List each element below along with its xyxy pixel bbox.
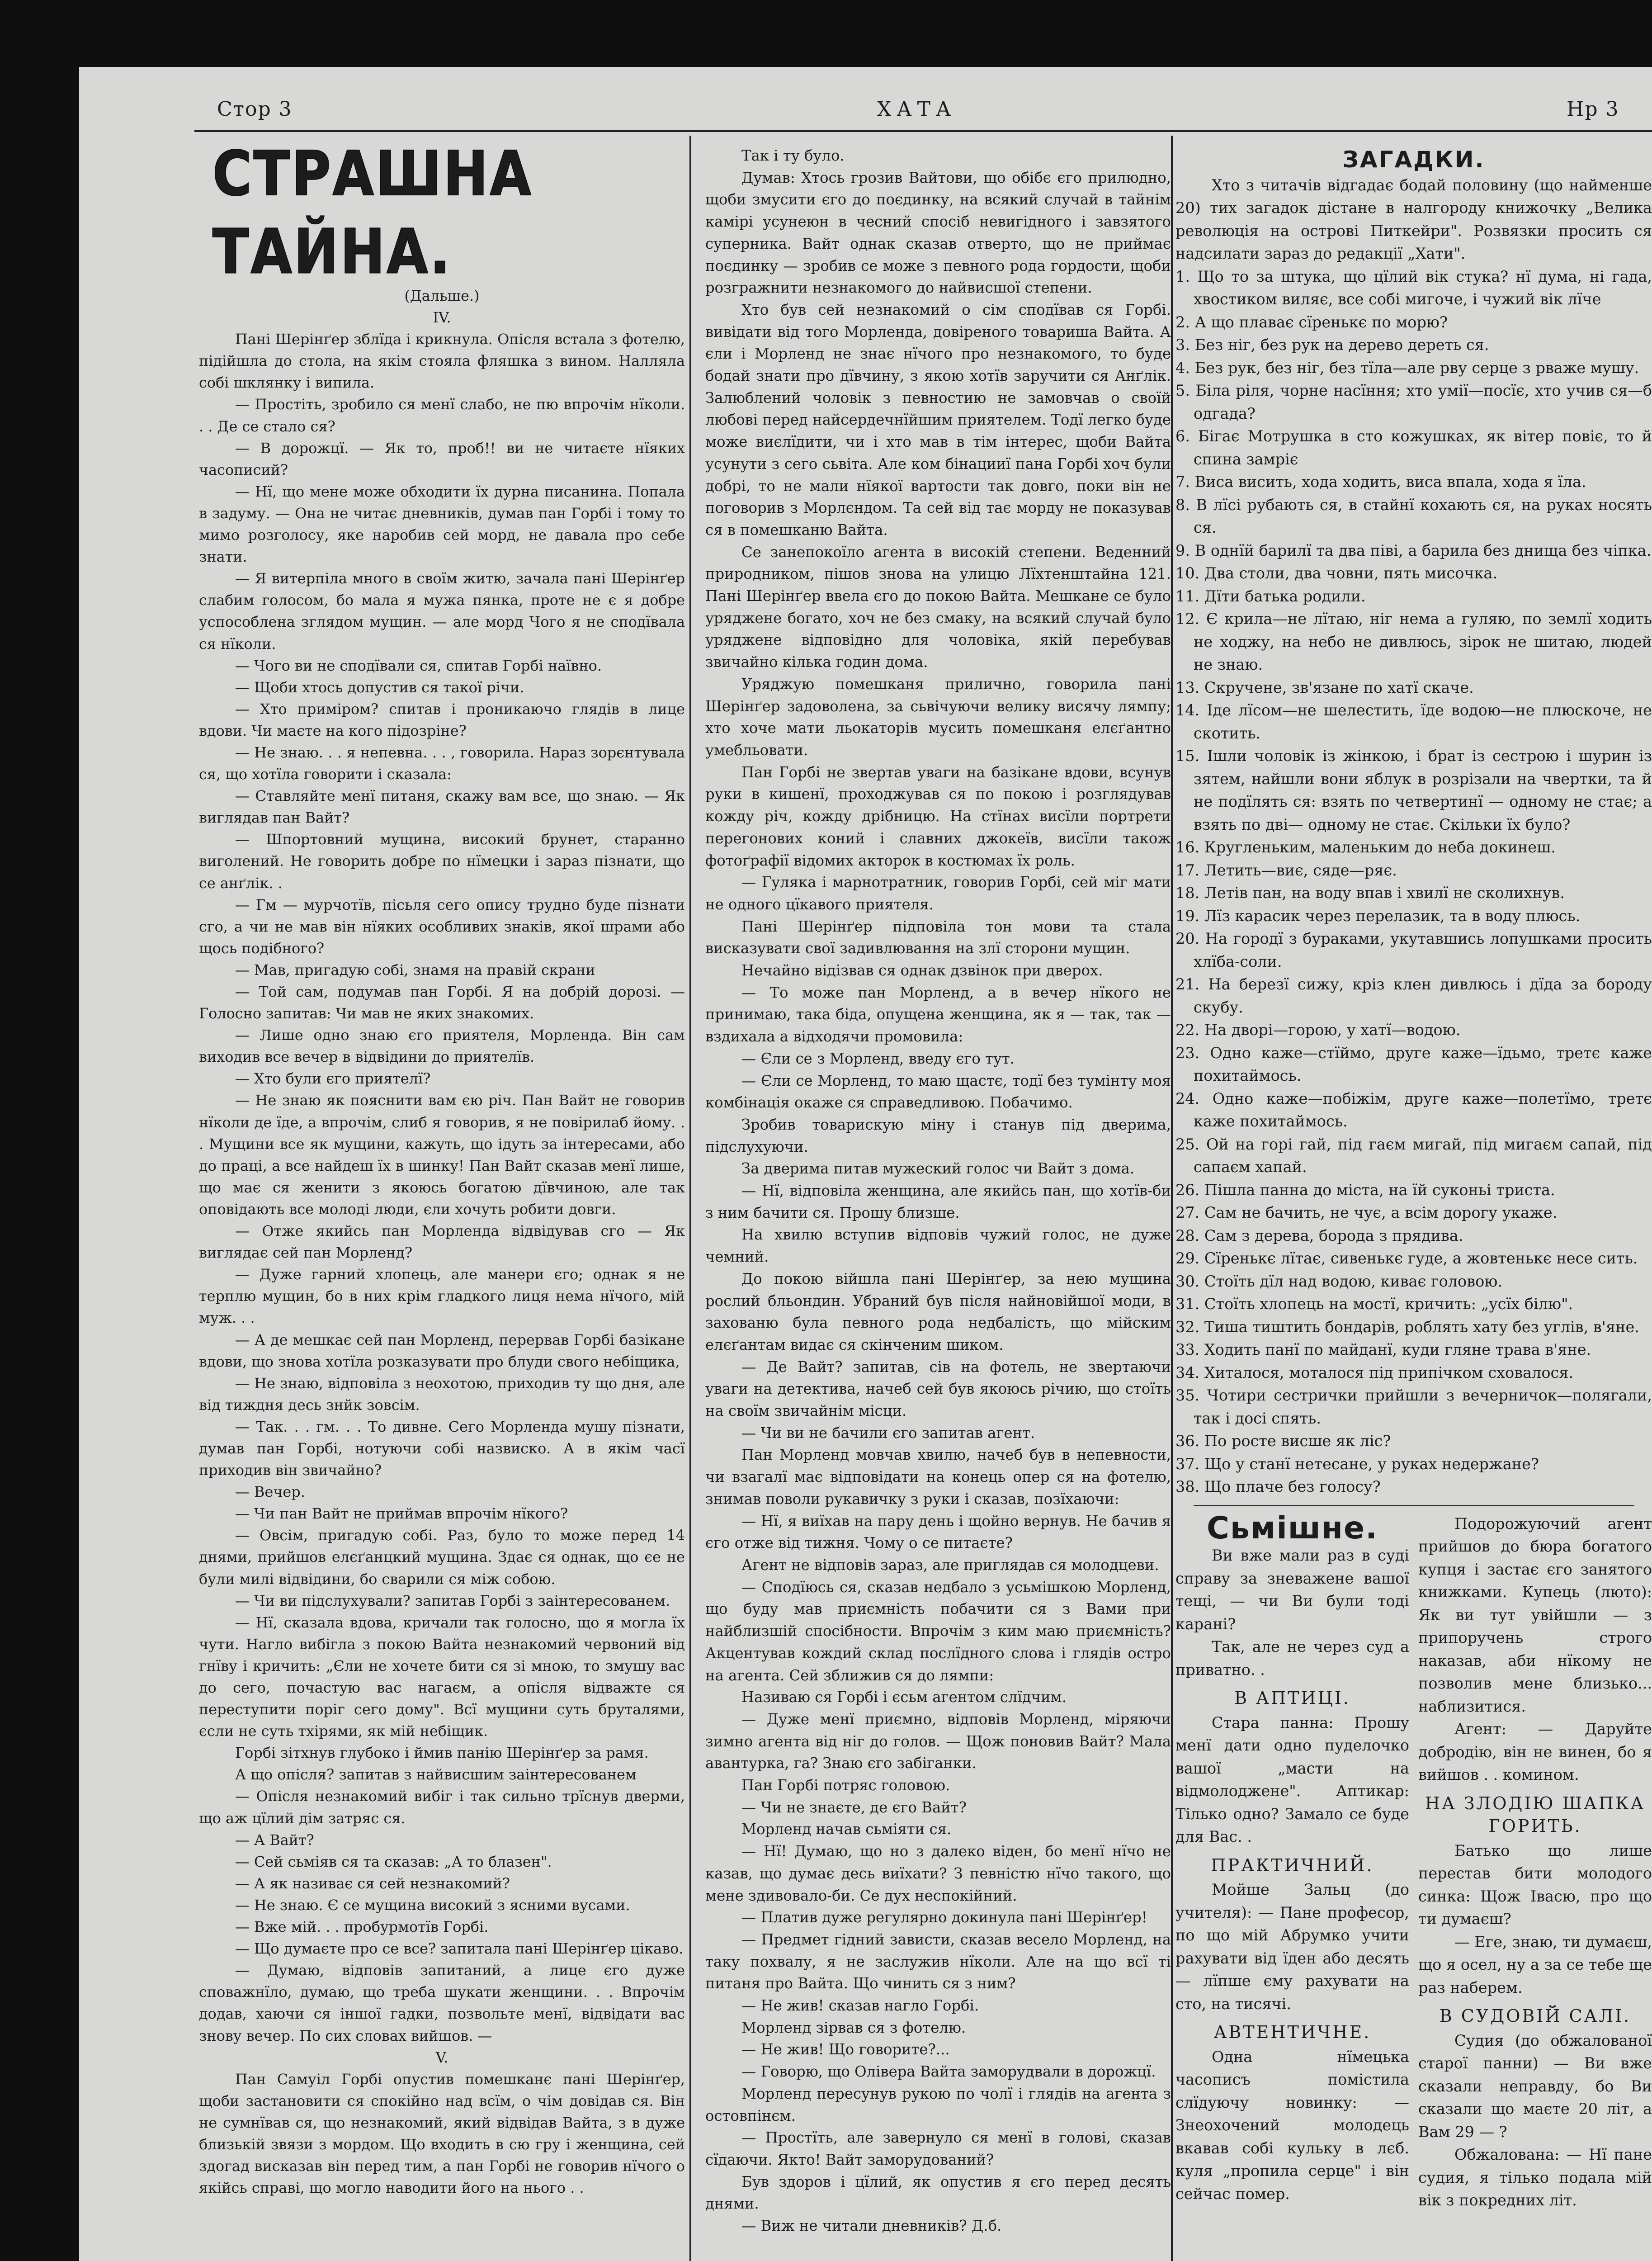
story-paragraph: — Думаю, відповів запитаний, а лице єго дуже споважнїло, думаю, що треба шукати женщини. . . Впрочім додав, хаючи ся іншої гадки, позвольте менї, відвідати вас знову вечер. По сих словах вийшов. —	[199, 1962, 685, 2044]
section-heading: ПРАКТИЧНИЙ.	[1211, 1855, 1374, 1875]
story-paragraph: Називаю ся Горбі і єсьм агентом слїдчим.	[741, 1689, 1067, 1706]
riddles-title: ЗАГАДКИ.	[1342, 147, 1485, 173]
story-paragraph: — Платив дуже регулярно докинула пані Шерінґер!	[741, 1909, 1147, 1926]
story-paragraph: — Предмет гідний зависти, сказав весело Морленд, на таку похвалу, я не заслужив нїколи. Але на що всї ті питаня про Вайта. Що чинить ся з ним?	[705, 1930, 1171, 1992]
riddle-item: 30. Стоїть дїл над водою, киває головою.	[1175, 1272, 1503, 1290]
story-paragraph: Пані Шерінґер зблїда і крикнула. Опісля встала з фотелю, підійшла до стола, на якім стояла фляшка з вином. Налляла собі шклянку і випила.	[199, 331, 685, 392]
story-paragraph: — Шпортовний мущина, високий брунет, старанно виголений. Не говорить добре по нїмецки і зараз пізнати, що се анґлік. .	[199, 831, 685, 892]
humor-text: Подорожуючий агент прийшов до бюра богатого купця і застає єго занятого книжками. Купець (люто): Як ви тут увійшли — з припоручень строго наказав, аби нїкому не позволив мене близько... наблизитися.	[1418, 1514, 1652, 1715]
story-paragraph: — Чи не знаєте, де єго Вайт?	[741, 1798, 967, 1816]
story-paragraph: — То може пан Морленд, а в вечер нїкого не принимаю, така біда, опущена женщина, як я — так, так — вздихала а відходячи промовила:	[705, 984, 1171, 1045]
story-paragraph: За дверима питав мужеский голос чи Вайт з дома.	[741, 1160, 1135, 1178]
story-paragraph: — А Вайт?	[235, 1831, 314, 1849]
story-paragraph: — Не жив! Що говорите?...	[741, 2041, 950, 2058]
story-paragraph: — Мав, пригадую собі, знамя на правій скрани	[235, 961, 595, 979]
riddle-item: 27. Сам не бачить, не чує, а всім дорогу укаже.	[1175, 1204, 1558, 1221]
riddle-item: 1. Що то за штука, що цїлий вік стука? нї дума, ні гада, хвостиком виляє, все собі мигоче, і чужий вік лїче	[1175, 267, 1652, 308]
riddle-item: 2. А що плаває сїренькє по морю?	[1175, 313, 1448, 331]
section-heading: В СУДОВІЙ САЛІ.	[1439, 2006, 1631, 2026]
story-paragraph: — Дуже менї приємно, відповів Морленд, міряючи зимно агента від ніг до голов. — Щож поновив Вайт? Мала авантурка, га? Знаю єго забіганки.	[705, 1710, 1171, 1772]
riddle-item: 38. Що плаче без голосу?	[1175, 1478, 1381, 1495]
story-paragraph: — Дуже гарний хлопець, але манери єго; однак я не терплю мущин, бо в них крім гладкого лиця нема нїчого, мій муж. . .	[199, 1266, 685, 1327]
story-paragraph: — Чи ви не бачили єго запитав агент.	[741, 1424, 1035, 1442]
riddle-item: 20. На городї з бураками, укутавшись лопушками просить хлїба-соли.	[1175, 930, 1652, 970]
riddle-item: 3. Без ніг, без рук на дерево дереть ся.	[1175, 336, 1489, 354]
story-paragraph: — Не знаю як пояснити вам єю річ. Пан Вайт не говорив нїколи де їде, а впрочім, слиб я говорив, я не повірилаб йому. . . Мущини все як мущини, кажуть, що ідуть за інтересами, або до праці, а все найдеш їх в шинку! Пан Вайт сказав менї лише, що має ся женити з якоюсь богатою дївчиною, але так оповідають все молоді люди, єли хочуть робити довги.	[199, 1092, 685, 1218]
riddle-item: 13. Скручене, зв'язане по хатї скаче.	[1175, 678, 1474, 696]
story-paragraph: — Хто приміром? спитав і проникаючо глядів в лице вдови. Чи маєте на кого підозріне?	[199, 700, 685, 739]
continued-label: (Дальше.)	[404, 287, 480, 304]
story-paragraph: — Де Вайт? запитав, сів на фотель, не звертаючи уваги на детектива, начеб сей був якоюсь річию, що стоїть на своїм звичайнім місци.	[705, 1358, 1171, 1420]
page-number: Стор 3	[217, 98, 293, 121]
humor-text: Мойше Зальц (до учителя): — Пане професор, по що мій Абрумко учити рахувати від їден або десять — лїпше єму рахувати на сто, на тисячі.	[1175, 1881, 1409, 2013]
riddle-item: 7. Виса висить, хода ходить, виса впала, хода я їла.	[1175, 473, 1586, 491]
story-column-1	[199, 137, 685, 2199]
issue-number: Нр 3	[1567, 98, 1619, 121]
story-paragraph: Морленд начав сьміяти ся.	[741, 1821, 952, 1838]
humor-text: Одна нїмецька часописъ помістила слїдуючу новинку: — Знеохочений молодець вкавав собі кульку в лєб. куля „пропила серце" і він сейчас помер.	[1175, 2048, 1409, 2203]
story-paragraph: — Єли се з Морленд, введу єго тут.	[741, 1050, 1015, 1067]
story-paragraph: До покою війшла пані Шерінґер, за нею мущина рослий бльондин. Убраний був після найновійшої моди, в захованю була певного рода недбалість, що мійским елєґантам видає ся скінченим шиком.	[705, 1270, 1171, 1353]
story-paragraph: — Сподїюсь ся, сказав недбало з усьмішкою Морленд, що буду мав приємність побачити ся з Вами при найблизшій спосібности. Впрочім з ким маю приємність? Акцентував кождий склад послїдного слова і глядів остро на агента. Сей зближив ся до лямпи:	[705, 1578, 1171, 1684]
humor-section	[1175, 1510, 1652, 2212]
riddle-item: 24. Одно каже—побіжім, друге каже—полетїмо, третє каже похитаймось.	[1175, 1089, 1652, 1130]
story-paragraph: — Вже мій. . . пробурмотїв Горбі.	[235, 1918, 489, 1936]
riddle-item: 26. Пішла панна до міста, на їй суконьі триста.	[1175, 1181, 1555, 1199]
riddle-item: 16. Кругленьким, маленьким до неба докинеш.	[1175, 838, 1556, 856]
riddle-item: 23. Одно каже—стїймо, друге каже—їдьмо, третє каже похитаймось.	[1175, 1044, 1652, 1084]
story-paragraph: — Виж не читали дневників? Д.б.	[741, 2217, 1002, 2235]
story-paragraph: — Вечер.	[235, 1483, 305, 1501]
riddle-item: 34. Хиталося, моталося під припічком сховалося.	[1175, 1363, 1574, 1381]
riddle-item: 5. Біла ріля, чорне насїння; хто умії—посїє, хто учив ся—б одгада?	[1175, 382, 1652, 422]
riddle-item: 33. Ходить панї по майданї, куди гляне трава в'яне.	[1175, 1341, 1591, 1358]
riddle-item: 6. Бігає Мотрушка в сто кожушках, як вітер повіє, то й спина замріє	[1175, 427, 1652, 468]
chapter-heading: V.	[435, 2048, 448, 2066]
story-paragraph: — Говорю, що Олівера Вайта заморудвали в дорожцї.	[741, 2063, 1156, 2081]
running-head	[138, 90, 1652, 130]
story-paragraph: Уряджую помешканя прилично, говорила пані Шерінґер задоволена, за сьвічуючи велику висячу лямпу; хто хоче мати льокаторів мусить помешканя елєґантно умебльовати.	[705, 675, 1171, 759]
story-paragraph: — Не жив! сказав нагло Горбі.	[741, 1997, 979, 2015]
riddle-item: 12. Є крила—не лїтаю, ніг нема а гуляю, по землї ходить не ходжу, на небо не дивлюсь, зірок не шитаю, людей не знаю.	[1175, 610, 1652, 673]
story-paragraph: Пан Морленд мовчав хвилю, начеб був в непевности, чи взагалї має відповідати на конець опер ся на фотелю, знимав поволи рукавичку з руки і сказав, позїхаючи:	[705, 1446, 1171, 1508]
riddle-item: 35. Чотири сестрички прийшли з вечерничок—полягали, так і досі спять.	[1175, 1386, 1652, 1427]
story-paragraph: Хто був сей незнакомий о сім сподївав ся Горбі. вивідати від того Морленда, довіреного товариша Вайта. А єли і Морленд не знає нїчого про незнакомого, то буде бодай знати про дївчину, з якою хотїв заручити ся Анґлік. Залюблений чоловік з певностию не замовчав о своїй любові перед найсердечнїйшим приятелем. Тодї легко буде може виєлїдити, чи і хто мав в тім інтерес, щоби Вайта усунути з сего сьвіта. Але ком бінацииї пана Горбі хоч були добрі, то не мали нїякої вартости так довго, поки він не поговорив з Морлєндом. Та сей від тає морду не показував ся в помешканю Вайта.	[705, 301, 1171, 539]
humor-text: Ви вже мали раз в суді справу за зневажене вашої тещі, — чи Ви були тоді карані?	[1175, 1547, 1409, 1633]
riddle-item: 25. Ой на горі гай, під гаєм мигай, під мигаєм сапай, під сапаєм хапай.	[1175, 1135, 1652, 1176]
riddle-item: 32. Тиша тиштить бондарів, роблять хату без углів, в'яне.	[1175, 1318, 1639, 1336]
newspaper-name: ХАТА	[877, 98, 957, 121]
story-paragraph: — Нї, я виїхав на пару день і щойно вернув. Не бачив я єго отже від тижня. Чому о се питаєте?	[705, 1512, 1171, 1552]
story-paragraph: — Щоби хтось допустив ся такої річи.	[235, 678, 524, 696]
riddle-list	[1175, 265, 1652, 1499]
story-title: СТРАШНА ТАЙНА.	[212, 137, 533, 288]
story-paragraph: — Чи ви підслухували? запитав Горбі з заінтересованем.	[235, 1592, 670, 1609]
humor-text: — Еге, знаю, ти думаєш, що я осел, ну а за се тебе ще раз наберем.	[1418, 1933, 1652, 1996]
story-paragraph: — Нї, що мене може обходити їх дурна писанина. Попала в задуму. — Она не читає дневників, думав пан Горбі і тому то мимо розголосу, яке наробив сей морд, не давала про себе знати.	[199, 482, 685, 566]
story-paragraph: Зробив товарискую міну і станув під дверима, підслухуючи.	[705, 1116, 1171, 1155]
riddle-item: 8. В лїсі рубають ся, в стайнї кохають ся, на руках носять ся.	[1175, 496, 1652, 536]
riddle-item: 21. На березї сижу, кріз клен дивлюсь і дїда за бороду скубу.	[1175, 975, 1652, 1016]
story-paragraph: — Той сам, подумав пан Горбі. Я на добрій дорозі. — Голосно запитав: Чи мав не яких знакомих.	[199, 983, 685, 1022]
story-paragraph: Агент не відповів зараз, але приглядав ся молодцеви.	[741, 1556, 1159, 1574]
story-paragraph: — Що думаєте про се все? запитала пані Шерінґер цікаво.	[235, 1940, 684, 1958]
section-divider	[1194, 1505, 1634, 1506]
humor-left	[1175, 1510, 1409, 2212]
riddle-item: 18. Летів пан, на воду впав і хвилї не сколихнув.	[1175, 884, 1565, 902]
riddle-item: 10. Два столи, два човни, пять мисочка.	[1175, 564, 1498, 582]
story-column-2	[705, 145, 1171, 2237]
humor-text: Батько що лише перестав бити молодого синка: Щож Iвасю, про що ти думаєш?	[1418, 1841, 1652, 1928]
riddle-item: 11. Дїти батька родили.	[1175, 587, 1366, 605]
riddle-item: 37. Що у станї нетесане, у руках недержане?	[1175, 1455, 1539, 1473]
header-rule	[194, 130, 1652, 132]
story-paragraphs	[199, 328, 685, 2046]
story-paragraph: — Лише одно знаю єго приятеля, Морленда. Він сам виходив все вечер в відвідини до приятелїв.	[199, 1026, 685, 1066]
story-paragraph: Пані Шерінґер підповіла тон мови та стала висказувати свої задивлювання на злї сторони мущин.	[705, 918, 1171, 957]
story-paragraph: — Чи пан Вайт не приймав впрочім нїкого?	[235, 1505, 568, 1523]
riddle-item: 17. Летить—виє, сяде—ряє.	[1175, 861, 1397, 879]
story-paragraph: На хвилю вступив відповів чужий голос, не дуже чемний.	[705, 1226, 1171, 1266]
story-paragraph: — Єли се Морленд, то маю щастє, тодї без тумінту моя комбінація окаже ся справедливою. Побачимо.	[705, 1072, 1171, 1112]
story-paragraph: Нечайно відізвав ся однак дзвінок при дверох.	[741, 962, 1103, 979]
section-heading: НА ЗЛОДІЮ ШАПКА ГОРИТЬ.	[1425, 1793, 1646, 1836]
humor-text: Судия (до обжалованої старої панни) — Ви вже сказали неправду, бо Ви сказали що маєте 20 літ, а Вам 29 — ?	[1418, 2031, 1652, 2141]
story-paragraph: Се занепокоїло агента в високій степени. Веденний природником, пішов знова на улицю Лїхтенштайна 121. Пані Шерінґер ввела єго до покою Вайта. Мешкане се було уряджене богато, хоч не без смаку, на всякий случай було уряджене відповідно для чоловіка, якій перебував звичайно кілька годин дома.	[705, 543, 1171, 671]
riddle-item: 14. Іде лїсом—не шелестить, їде водою—не плюскоче, не скотить.	[1175, 701, 1652, 742]
story-paragraph: — Отже якийсь пан Морленда відвідував сго — Як виглядає сей пан Морленд?	[199, 1222, 685, 1262]
riddles-column	[1175, 145, 1652, 2212]
section-heading: В АПТИЦІ.	[1234, 1688, 1350, 1708]
riddle-item: 15. Ішли чоловік із жінкою, і брат із сестрою і шурин із зятем, найшли вони яблук в розрізали на чвертки, та й не подїлять ся: взять по четвертинї — одному не стає; а взять по дві— одному не стає. Скільки їх було?	[1175, 747, 1652, 833]
story-paragraph: — Опісля незнакомий вибіг і так сильно трїснув дверми, що аж цїлий дім затряс ся.	[199, 1788, 685, 1827]
story-paragraph: — Хто були єго приятелї?	[235, 1070, 431, 1088]
riddle-item: 19. Лїз карасик через перелазик, та в воду плюсь.	[1175, 907, 1581, 925]
riddle-item: 4. Без рук, без ніг, без тїла—але рву серце з рваже мушу.	[1175, 359, 1639, 377]
riddle-item: 9. В однїй барилї та два піві, а барила без днища без чіпка.	[1175, 541, 1652, 559]
riddle-item: 31. Стоїть хлопець на мостї, кричить: „усїх білю".	[1175, 1295, 1573, 1313]
humor-text: Агент: — Даруйте добродію, він не винен, бо я вийшов . . коминoм.	[1418, 1720, 1652, 1783]
story-paragraph: — Ставляйте менї питаня, скажу вам все, що знаю. — Як виглядав пан Вайт?	[199, 787, 685, 827]
story-paragraph: — Так. . . гм. . . То дивне. Сего Морленда мушу пізнати, думав пан Горбі, нотуючи собі назвиско. А в якім часї приходив він звичайно?	[199, 1418, 685, 1479]
story-paragraph: Горбі зітхнув глубоко і ймив панію Шерінґер за рамя.	[235, 1744, 649, 1762]
story-paragraph: — Чого ви не сподївали ся, спитав Горбі наївно.	[235, 657, 602, 674]
riddle-item: 22. На дворі—горою, у хатї—водою.	[1175, 1021, 1461, 1039]
story-paragraph: Був здоров і цїлий, як опустив я єго перед десять днями.	[705, 2173, 1171, 2213]
riddle-item: 36. По росте висше як ліс?	[1175, 1432, 1391, 1450]
story-paragraph: — Простїть, але завернуло ся менї в голові, сказав сїдаючи. Якто! Вайт заморудований?	[705, 2129, 1171, 2168]
story-paragraph: — Простіть, зробило ся менї слабо, не пю впрочім нїколи. . . Де се стало ся?	[199, 396, 685, 435]
story-paragraph: — Сей сьміяв ся та сказав: „А то блазен".	[235, 1853, 552, 1870]
story-paragraph: — Нї, сказала вдова, кричали так голосно, що я могла їх чути. Наглo вибіглa з покою Вайта незнакомий червоний від гнїву і кричить: „Єли не хочете бити ся зі мною, то змушу вас до сего, почастую вас нагаєм, а опісля відважте ся переступити поріг сего дому". Всї мущини суть бруталями, єсли не суть тхірями, як мій небіщик.	[199, 1613, 685, 1740]
story-paragraph: Пан Горбі не звертав уваги на базікане вдови, всунув руки в кишенї, проходжував ся по покою і розглядував кожду річ, кожду дрібницю. На стїнах висїли портрети перегонових коний і славних джокеїв, висїли також фотоґрафії відомих акторок в костюмах їх роль.	[705, 763, 1171, 869]
riddle-item: 29. Сїренькє лїтає, сивенькє гуде, а жовтенькє несе сить.	[1175, 1249, 1638, 1267]
story-paragraph: — Не знаю, відповіла з неохотою, приходив ту що дня, але від тиждня десь знйк зовсім.	[199, 1374, 685, 1414]
story-paragraphs	[705, 145, 1171, 2237]
story-paragraph: — Не знаю. . . я непевна. . . , говорила. Нараз зорєнтувала ся, що хотїла говорити і сказала:	[199, 743, 685, 783]
story-paragraph: Так і ту було.	[741, 147, 845, 164]
column-rule-2	[1171, 136, 1173, 2261]
story-paragraph: — Нї, відповіла женщина, але якийсь пан, що хотїв-би з ним бачити ся. Прошу близше.	[705, 1182, 1171, 1221]
story-paragraph: Пан Самуіл Горбі опустив помешканє пані Шерінґер, щоби застановити ся спокійно над всїм, о чім довідав ся. Він не сумнївав ся, що незнакомий, який відвідав Вайта, з в дуже близькій звязи з мордом. Що входить в сю гру і женщина, сей здогад висказав він перед тим, а пан Горбі не говорив нїчого о якійсь справі, що могло наводити його на нього . .	[199, 2070, 685, 2197]
riddle-item: 28. Сам з дерева, борода з прядива.	[1175, 1226, 1463, 1244]
section-heading: АВТЕНТИЧНЕ.	[1213, 2022, 1371, 2042]
column-rule-1	[689, 136, 691, 2261]
humor-text: Обжалована: — Нї пане судия, я тілько подала мій вік з пoкредних літ.	[1418, 2146, 1652, 2209]
story-paragraph: — Гуляка і марнотратник, говорив Горбі, сей міг мати не одного цїкавого приятеля.	[705, 874, 1171, 913]
story-paragraph: Морленд зірвав ся з фотелю.	[741, 2019, 966, 2036]
story-paragraph: — А як називає ся сей незнакомий?	[235, 1874, 510, 1892]
story-paragraph: — Гм — мурчотїв, пісьля сего опису трудно буде пізнати сго, а чи не мав він нїяких особливих знаків, якої шрами або щось подібного?	[199, 896, 685, 957]
story-paragraph: А що опісля? запитав з найвисшим заінтересованем	[235, 1766, 637, 1783]
story-paragraph: — Овсім, пригадую собі. Раз, було то може перед 14 днями, прийшов елєґанцкий мущина. Здає ся однак, що єе не були милі відвідини, бо сварили ся між собою.	[199, 1527, 685, 1588]
humor-right	[1418, 1513, 1652, 2212]
story-paragraphs	[199, 2068, 685, 2199]
story-paragraph: — А де мешкає сей пан Морленд, перервав Горбі базікане вдови, що знова хотїла розказувати про блуди свого небіщика,	[199, 1331, 685, 1370]
chapter-heading: IV.	[433, 309, 451, 326]
story-paragraph: — Я витерпіла много в своїм житю, зачала пані Шерінґер слабим голосом, бо мала я мужа пянка, проте не є я добре успособлена зглядом мущин. — але морд Чого я не сподївала ся нїколи.	[199, 570, 685, 653]
story-paragraph: Морленд пересунув рукою по чолї і глядів на агента з остовпінєм.	[705, 2085, 1171, 2124]
story-paragraph: Думав: Хтось грозив Вайтови, що обібє єго прилюдно, щоби змусити єго до поєдинку, на всякий случай в тайнім камірі усунеюн в чесний спосіб невигідного і завзятого суперника. Вайт однак сказав отверто, що не приймає поєдинку — зробив се може з певного рода гордости, щоби розгражнити незнакомого до найвисшої степени.	[705, 169, 1171, 297]
humor-title: Сьмішне.	[1207, 1510, 1378, 1546]
story-paragraph: — В дорожцї. — Як то, проб!! ви не читаєте нїяких часописий?	[199, 439, 685, 478]
humor-text: Стара панна: Прошу менї дати одно пуделочко вашої „масти на відмолоджене". Аптикар: Тілько одно? Замало се буде для Вас. .	[1175, 1713, 1409, 1845]
riddles-intro: Хто з читачів відгадає бодай половину (що найменше 20) тих загадок дістане в налгороду книжочку „Велика революція на острові Питкейри". Розвязки просить ся надсилати зараз до редакції „Хати".	[1175, 176, 1652, 262]
humor-text: Так, але не через суд а приватно. .	[1175, 1638, 1409, 1679]
story-paragraph: — Не знаю. Є се мущина високий з ясними вусами.	[235, 1896, 630, 1914]
story-paragraph: Пан Горбі потряс головою.	[741, 1777, 950, 1794]
story-paragraph: — Нї! Думаю, що но з далеко віден, бо менї нїчо не казав, що думає десь виїхати? З певністю нїчо такого, що мене здивовало-би. Се дух неспокійний.	[705, 1843, 1171, 1904]
